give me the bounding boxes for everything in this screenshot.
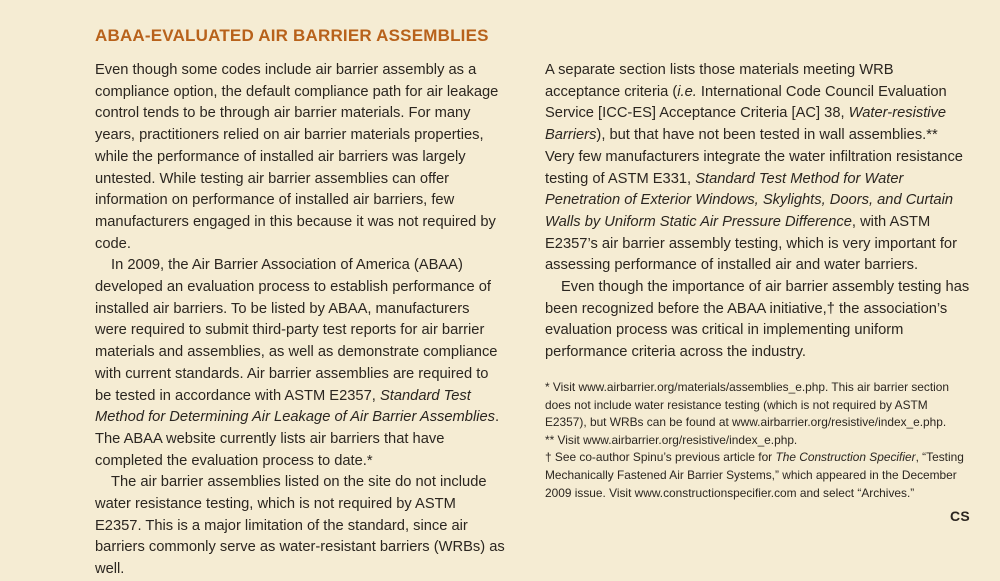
section-heading: ABAA-EVALUATED AIR BARRIER ASSEMBLIES bbox=[95, 26, 489, 45]
footnote: † See co-author Spinu’s previous article for The Construction Specifier, “Testing Mechanically Fastened Air Barrier Systems,” which appeared in the December 2009 issue. Visit www.constructionspecifier.com and select “Archives.” bbox=[545, 450, 964, 500]
paragraph: A separate section lists those materials meeting WRB acceptance criteria (i.e. International Code Council Evaluation Service [ICC-ES] Acceptance Criteria [AC] 38, Water-resistive Barriers), but that have not been tested in wall assemblies.** Very few manufacturers integrate the water infiltration resistance testing of ASTM E331, Standard Test Method for Water Penetration of Exterior Windows, Skylights, Doors, and Curtain Walls by Uniform Static Air Pressure Difference, with ASTM E2357’s air barrier assembly testing, which is very important for assessing performance of installed air and water barriers. bbox=[545, 62, 963, 274]
footnote: * Visit www.airbarrier.org/materials/assemblies_e.php. This air barrier section does not include water resistance testing (which is not required by ASTM E2357), but WRBs can be found at www.airbarrier.org/resistive/index_e.php. bbox=[545, 380, 950, 430]
right-column bbox=[545, 60, 970, 364]
paragraph: Even though the importance of air barrier assembly testing has been recognized before the ABAA initiative,† the association’s evaluation process was critical in implementing uniform performance criteria across the industry. bbox=[545, 279, 970, 361]
paragraph: The air barrier assemblies listed on the site do not include water resistance testing, which is not required by ASTM E2357. This is a major limitation of the standard, since air barriers commonly serve as water-resistant barriers (WRBs) as well. bbox=[95, 474, 505, 578]
paragraph: In 2009, the Air Barrier Association of America (ABAA) developed an evaluation process to establish performance of installed air barriers. To be listed by ABAA, manufacturers were required to submit third-party test reports for air barrier materials and assemblies, as well as demonstrate compliance with current standards. Air barrier assemblies are required to be tested in accordance with ASTM E2357, Standard Test Method for Determining Air Leakage of Air Barrier Assemblies. The ABAA website currently lists air barriers that have completed the evaluation process to date.* bbox=[95, 257, 500, 469]
paragraph: Even though some codes include air barrier assembly as a compliance option, the default compliance path for air leakage control tends to be through air barrier materials. For many years, practitioners relied on air barrier materials properties, while the performance of installed air barriers was largely untested. While testing air barrier assemblies can offer information on performance of installed air barriers, few manufacturers engaged in this because it was not required by code. bbox=[95, 62, 499, 252]
end-mark: CS bbox=[950, 508, 971, 524]
left-column bbox=[95, 60, 505, 581]
footnote: ** Visit www.airbarrier.org/resistive/index_e.php. bbox=[545, 432, 798, 447]
footnotes bbox=[545, 379, 970, 502]
